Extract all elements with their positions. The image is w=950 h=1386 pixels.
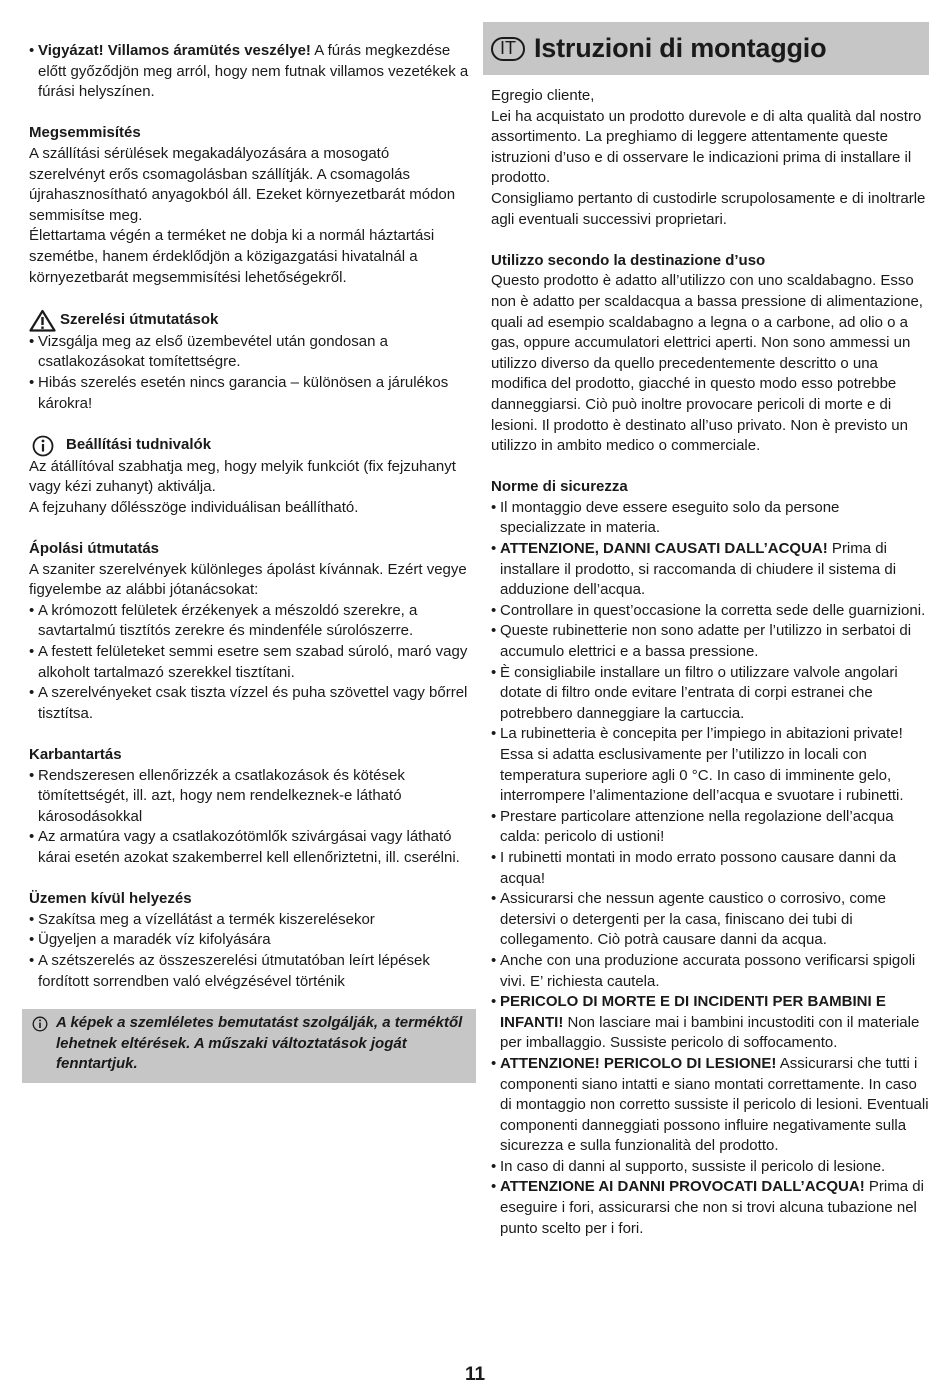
greeting: Egregio cliente,	[491, 87, 595, 104]
list-item: • Assicurarsi che nessun agente caustico o corrosivo, come detersivi o detergenti per la casa, finiscano dei tubi di collegamento. Ciò potrà causare danni da acqua.	[491, 889, 929, 951]
use-title: Utilizzo secondo la destinazione d’uso	[491, 251, 766, 269]
intro-text-1: Lei ha acquistato un prodotto durevole e di alta qualità dal nostro assortimento. La preghiamo di leggere attentamente queste istruzioni d’uso e di osservare le indicazioni prima di installare il prodotto.	[491, 107, 922, 187]
list-item: • ATTENZIONE, DANNI CAUSATI DALL’ACQUA! Prima di installare il prodotto, si raccomanda di chiudere il sistema di adduzione dell’acqua.	[491, 539, 929, 601]
list-item: • PERICOLO DI MORTE E DI INCIDENTI PER BAMBINI E INFANTI! Non lasciare mai i bambini incustoditi con il materiale per imballaggio. Sussiste pericolo di soffocamento.	[491, 992, 929, 1054]
safety-list	[491, 498, 929, 1239]
settings-heading	[29, 435, 469, 457]
page-title: Istruzioni di montaggio	[534, 33, 827, 64]
list-item: • Szakítsa meg a vízellátást a termék kiszerelésekor	[29, 910, 469, 931]
list-item: • Rendszeresen ellenőrizzék a csatlakozások és kötések tömítettségét, ill. azt, hogy nem rendelkeznek-e látható károsodásokkal	[29, 766, 469, 828]
mounting-title: Szerelési útmutatások	[60, 310, 219, 328]
list-item: • A szerelvényeket csak tiszta vízzel és puha szövettel vagy bőrrel tisztítsa.	[29, 683, 469, 724]
electric-warning-lead: Vigyázat! Villamos áramütés veszélye!	[38, 42, 311, 59]
list-item: • Controllare in quest’occasione la corretta sede delle guarnizioni.	[491, 601, 929, 622]
list-item: • Hibás szerelés esetén nincs garancia – különösen a járulékos károkra!	[29, 373, 469, 414]
right-body	[483, 86, 929, 1239]
intro-text-2: Consigliamo pertanto di custodirle scrupolosamente e di inoltrarle agli eventuali successivi proprietari.	[491, 189, 926, 228]
left-column	[29, 41, 469, 1083]
page-number: 11	[464, 1364, 486, 1385]
list-item: • ATTENZIONE AI DANNI PROVOCATI DALL’ACQUA! Prima di eseguire i fori, assicurarsi che non si trovi alcuna tubazione nel punto scelto per i fori.	[491, 1177, 929, 1239]
list-item: • La rubinetteria è concepita per l’impiego in abitazioni private! Essa si adatta esclusivamente per l’utilizzo in locali con temperatura superiore agli 0 °C. In caso di imminente gelo, interrompere l’alimentazione dell’acqua e svuotare i rubinetti.	[491, 724, 929, 806]
disposal-text-1: A szállítási sérülések megakadályozására a mosogató szerelvényt erős csomagolásban szállítják. A csomagolás újrahasznosítható anyagokból áll. Ezeket környezetbarát módon semmisítse meg.	[29, 144, 456, 224]
mounting-heading	[29, 309, 469, 332]
list-item: • A krómozott felületek érzékenyek a mészoldó szerekre, a savtartalmú tisztítós zerekre és mindenféle súrolószerre.	[29, 601, 469, 642]
disclaimer-text: A képek a szemléletes bemutatást szolgálják, a terméktől lehetnek eltérések. A műszaki változtatások jogát fenntartjuk.	[56, 1014, 463, 1072]
care-title: Ápolási útmutatás	[29, 540, 160, 558]
list-item: • A festett felületeket semmi esetre sem szabad súroló, maró vagy alkoholt tartalmazó szerekkel tisztítani.	[29, 642, 469, 683]
section-header	[483, 22, 929, 75]
list-item: • Vizsgálja meg az első üzembevétel után gondosan a csatlakozásokat tomítettségre.	[29, 332, 469, 373]
electric-warning-text: A fúrás megkezdése előtt győződjön meg arról, hogy nem futnak villamos vezetékek a fúrási helyszínen.	[38, 42, 469, 101]
settings-text-2: A fejzuhany dőlésszöge individuálisan beállítható.	[29, 498, 359, 516]
list-item: • Prestare particolare attenzione nella regolazione dell’acqua calda: pericolo di ustioni!	[491, 807, 929, 848]
list-item: • Queste rubinetterie non sono adatte per l’utilizzo in serbatoi di accumulo elettrici e a bassa pressione.	[491, 621, 929, 662]
list-item: • A szétszerelés az összeszerelési útmutatóban leírt lépések fordított sorrendben való elvégzésével történik	[29, 951, 469, 992]
settings-text-1: Az átállítóval szabhatja meg, hogy melyik funkciót (fix fejzuhanyt vagy kézi zuhanyt) aktiválja.	[29, 457, 456, 496]
disclaimer-note	[22, 1009, 476, 1083]
info-icon	[29, 435, 59, 457]
info-icon	[32, 1016, 48, 1032]
decommission-title: Üzemen kívül helyezés	[29, 890, 192, 908]
list-item: • I rubinetti montati in modo errato possono causare danni da acqua!	[491, 848, 929, 889]
list-item: • Il montaggio deve essere eseguito solo da persone specializzate in materia.	[491, 498, 929, 539]
warning-triangle-icon	[29, 309, 56, 332]
list-item: • È consigliabile installare un filtro o utilizzare valvole angolari dotate di filtro onde evitare l’entrata di corpi estranei che potrebbero danneggiare la cartuccia.	[491, 663, 929, 725]
language-badge: IT	[491, 37, 525, 61]
list-item: • Az armatúra vagy a csatlakozótömlők szivárgásai vagy látható kárai esetén azokat szakemberrel kell ellenőriztetni, ill. cserélni.	[29, 827, 469, 868]
maintenance-title: Karbantartás	[29, 746, 122, 763]
use-text: Questo prodotto è adatto all’utilizzo con uno scaldabagno. Esso non è adatto per scaldacqua a bassa pressione di alimentazione, quali ad esempio scaldabagno a legna o a carbone, ad olio o a gas, oppure accumulatori elettrici aperti. Non sono ammessi un utilizzo diverso da quello precedentemente descritto o una modifica del prodotto, giacché in questo modo esso potrebbe danneggiarsi. Ciò può inoltre provocare pericoli di morte e di lesioni. Il prodotto è destinato all’uso privato. Non è previsto un utilizzo in ambito medico o commerciale.	[491, 272, 923, 455]
disposal-text-2: Élettartama végén a terméket ne dobja ki a normál háztartási szemétbe, hanem érdeklődjön a közigazgatási hivatalnál a környezetbarát megsemmisítési lehetőségekről.	[29, 227, 435, 286]
list-item: • Ügyeljen a maradék víz kifolyására	[29, 930, 469, 951]
disposal-title: Megsemmisítés	[29, 124, 141, 142]
care-text: A szaniter szerelvények különleges ápolást kívánnak. Ezért vegye figyelembe az alábbi jótanácsokat:	[29, 560, 467, 599]
list-item: • Anche con una produzione accurata possono verificarsi spigoli vivi. E’ richiesta cautela.	[491, 951, 929, 992]
settings-title: Beállítási tudnivalók	[66, 436, 212, 454]
safety-title: Norme di sicurezza	[491, 478, 628, 496]
right-column	[483, 22, 929, 1239]
list-item: • ATTENZIONE! PERICOLO DI LESIONE! Assicurarsi che tutti i componenti siano intatti e siano montati correttamente. In caso di montaggio non corretto sussiste il pericolo di lesioni. Eventuali componenti danneggiati possono influire negativamente sulla sicurezza e sulla funzionalità del prodotto.	[491, 1054, 929, 1157]
electric-warning	[29, 41, 469, 103]
list-item: • In caso di danni al supporto, sussiste il pericolo di lesione.	[491, 1157, 929, 1178]
